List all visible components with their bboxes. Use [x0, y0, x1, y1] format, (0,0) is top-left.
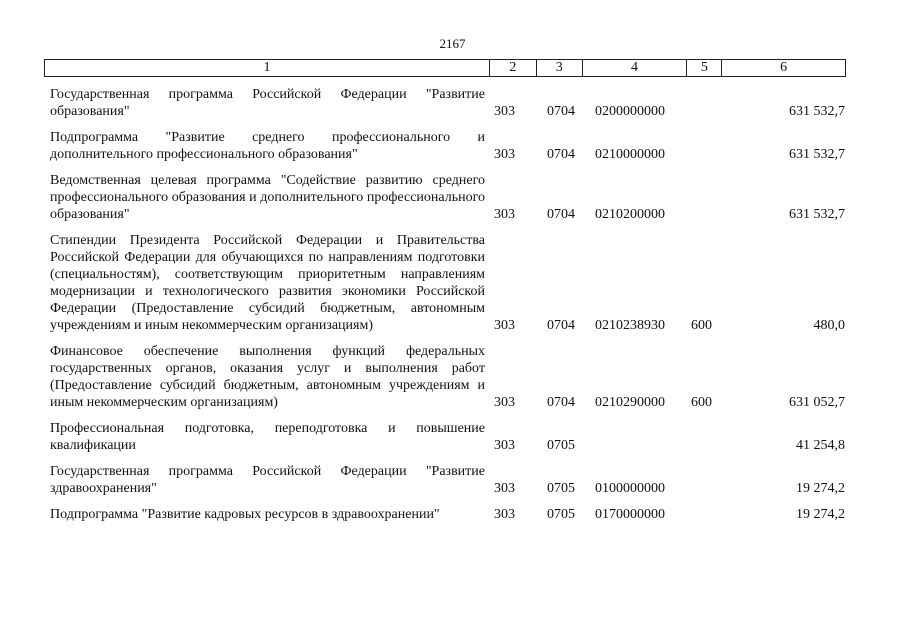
row-name: Подпрограмма "Развитие кадровых ресурсов в здравоохранении" — [50, 507, 440, 522]
column-header-row — [44, 59, 846, 77]
row-sum: 480,0 — [813, 318, 845, 333]
row-name: Подпрограмма "Развитие среднего профессионального и дополнительного профессионального образования" — [50, 130, 485, 162]
row-name: Профессиональная подготовка, переподготовка и повышение квалификации — [50, 421, 485, 453]
column-header-5: 5 — [687, 60, 722, 76]
row-ved: 303 — [494, 104, 515, 119]
row-csr: 0100000000 — [595, 481, 665, 496]
row-name: Стипендии Президента Российской Федерации и Правительства Российской Федерации для обучающихся по направлениям подготовки (специальностям), соответствующим приоритетным направлениям модернизации и технологического развития экономики Российской Федерации (Предоставление субсидий бюджетным, автономным учреждениям и иным некоммерческим организациям) — [50, 233, 485, 333]
row-rz: 0704 — [547, 207, 575, 222]
column-header-4: 4 — [583, 60, 688, 76]
table-row — [50, 343, 846, 411]
table-row — [50, 463, 846, 497]
row-name: Государственная программа Российской Федерации "Развитие образования" — [50, 87, 485, 119]
row-rz: 0705 — [547, 481, 575, 496]
row-csr: 0200000000 — [595, 104, 665, 119]
row-name: Ведомственная целевая программа "Содействие развитию среднего профессионального образования и дополнительного профессионального образования" — [50, 173, 485, 222]
row-vr: 600 — [691, 318, 712, 333]
row-name: Государственная программа Российской Федерации "Развитие здравоохранения" — [50, 464, 485, 496]
row-rz: 0704 — [547, 318, 575, 333]
row-ved: 303 — [494, 395, 515, 410]
row-sum: 41 254,8 — [796, 438, 845, 453]
row-sum: 631 532,7 — [789, 207, 845, 222]
table-row — [50, 86, 846, 120]
page-number: 2167 — [439, 36, 466, 51]
row-sum: 19 274,2 — [796, 507, 845, 522]
row-csr: 0170000000 — [595, 507, 665, 522]
row-ved: 303 — [494, 147, 515, 162]
row-rz: 0704 — [547, 147, 575, 162]
row-ved: 303 — [494, 438, 515, 453]
column-header-6: 6 — [780, 60, 788, 75]
budget-table-body — [50, 86, 846, 532]
table-row — [50, 232, 846, 334]
row-ved: 303 — [494, 318, 515, 333]
row-ved: 303 — [494, 481, 515, 496]
row-sum: 631 532,7 — [789, 147, 845, 162]
table-row — [50, 129, 846, 163]
row-rz: 0705 — [547, 507, 575, 522]
table-row — [50, 172, 846, 223]
row-sum: 631 052,7 — [789, 395, 845, 410]
row-rz: 0704 — [547, 104, 575, 119]
row-sum: 631 532,7 — [789, 104, 845, 119]
row-ved: 303 — [494, 507, 515, 522]
row-csr: 0210238930 — [595, 318, 665, 333]
row-rz: 0705 — [547, 438, 575, 453]
row-csr: 0210000000 — [595, 147, 665, 162]
row-vr: 600 — [691, 395, 712, 410]
row-csr: 0210290000 — [595, 395, 665, 410]
row-csr: 0210200000 — [595, 207, 665, 222]
row-rz: 0704 — [547, 395, 575, 410]
row-ved: 303 — [494, 207, 515, 222]
table-row — [50, 506, 846, 523]
table-row — [50, 420, 846, 454]
column-header-2: 2 — [490, 60, 537, 76]
row-name: Финансовое обеспечение выполнения функций федеральных государственных органов, оказания услуг и выполнения работ (Предоставление субсидий бюджетным, автономным учреждениям и иным некоммерческим организациям) — [50, 344, 485, 410]
row-sum: 19 274,2 — [796, 481, 845, 496]
column-header-1: 1 — [45, 60, 490, 76]
column-header-3: 3 — [537, 60, 583, 76]
